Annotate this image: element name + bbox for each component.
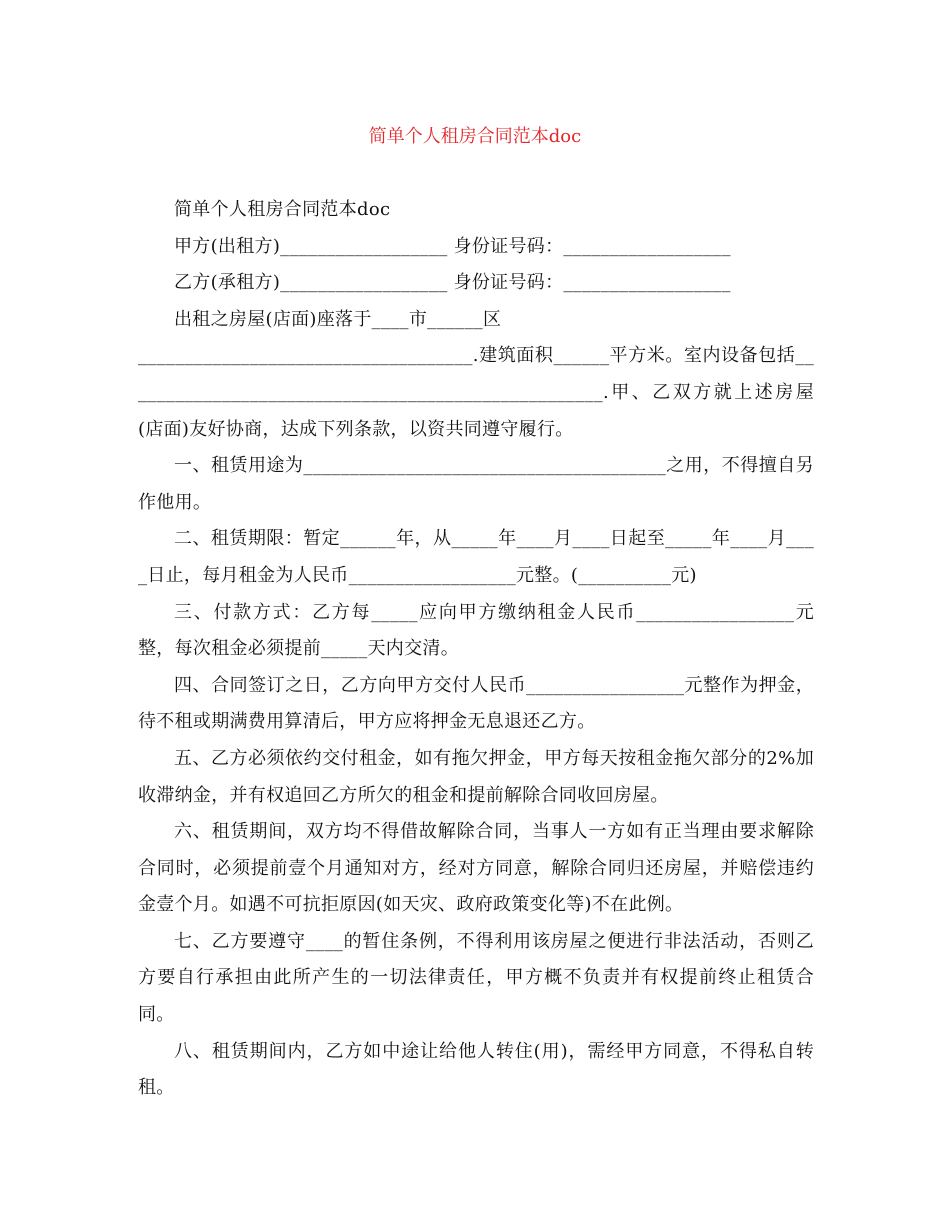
clause-7-regulations: 七、乙方要遵守____的暂住条例，不得利用该房屋之便进行非法活动，否则乙方要自行承担由此所产生的一切法律责任，甲方概不负责并有权提前终止租赁合同。 xyxy=(138,930,814,1026)
clause-2-term: 二、租赁期限：暂定______年，从_____年____月____日起至_____年____月____日止，每月租金为人民币__________________元整。(__________元) xyxy=(138,528,814,586)
paragraph-party-b: 乙方(承租方)__________________ 身份证号码：__________________ xyxy=(174,272,731,294)
clause-5-late-fee: 五、乙方必须依约交付租金，如有拖欠押金，甲方每天按租金拖欠部分的2%加收滞纳金，并有权追回乙方所欠的租金和提前解除合同收回房屋。 xyxy=(138,747,814,806)
clause-1-usage: 一、租赁用途为_______________________________________之用，不得擅自另作他用。 xyxy=(138,455,814,513)
clause-8-sublet: 八、租赁期间内，乙方如中途让给他人转住(用)，需经甲方同意，不得私自转租。 xyxy=(138,1040,814,1099)
paragraph-location: 出租之房屋(店面)座落于____市______区 xyxy=(174,308,502,330)
document-title: 简单个人租房合同范本doc xyxy=(368,126,582,147)
paragraph-party-a: 甲方(出租方)__________________ 身份证号码：__________________ xyxy=(174,235,731,257)
clause-6-termination: 六、租赁期间，双方均不得借故解除合同，当事人一方如有正当理由要求解除合同时，必须提前壹个月通知对方，经对方同意，解除合同归还房屋，并赔偿违约金壹个月。如遇不可抗拒原因(如天灾、政府政策变化等)不在此例。 xyxy=(138,821,814,916)
document-body xyxy=(138,192,814,1107)
paragraph-heading: 简单个人租房合同范本doc xyxy=(174,199,391,220)
paragraph-area-equipment: ____________________________________.建筑面积______平方米。室内设备包括____________________________________________________.甲、乙双方就上述房屋(店面)友好协商，达成下列条款，以资共同遵守履行。 xyxy=(138,345,814,440)
clause-4-deposit: 四、合同签订之日，乙方向甲方交付人民币_________________元整作为押金，待不租或期满费用算清后，甲方应将押金无息退还乙方。 xyxy=(138,674,814,733)
clause-3-payment: 三、付款方式：乙方每_____应向甲方缴纳租金人民币_________________元整，每次租金必须提前_____天内交清。 xyxy=(138,601,814,660)
